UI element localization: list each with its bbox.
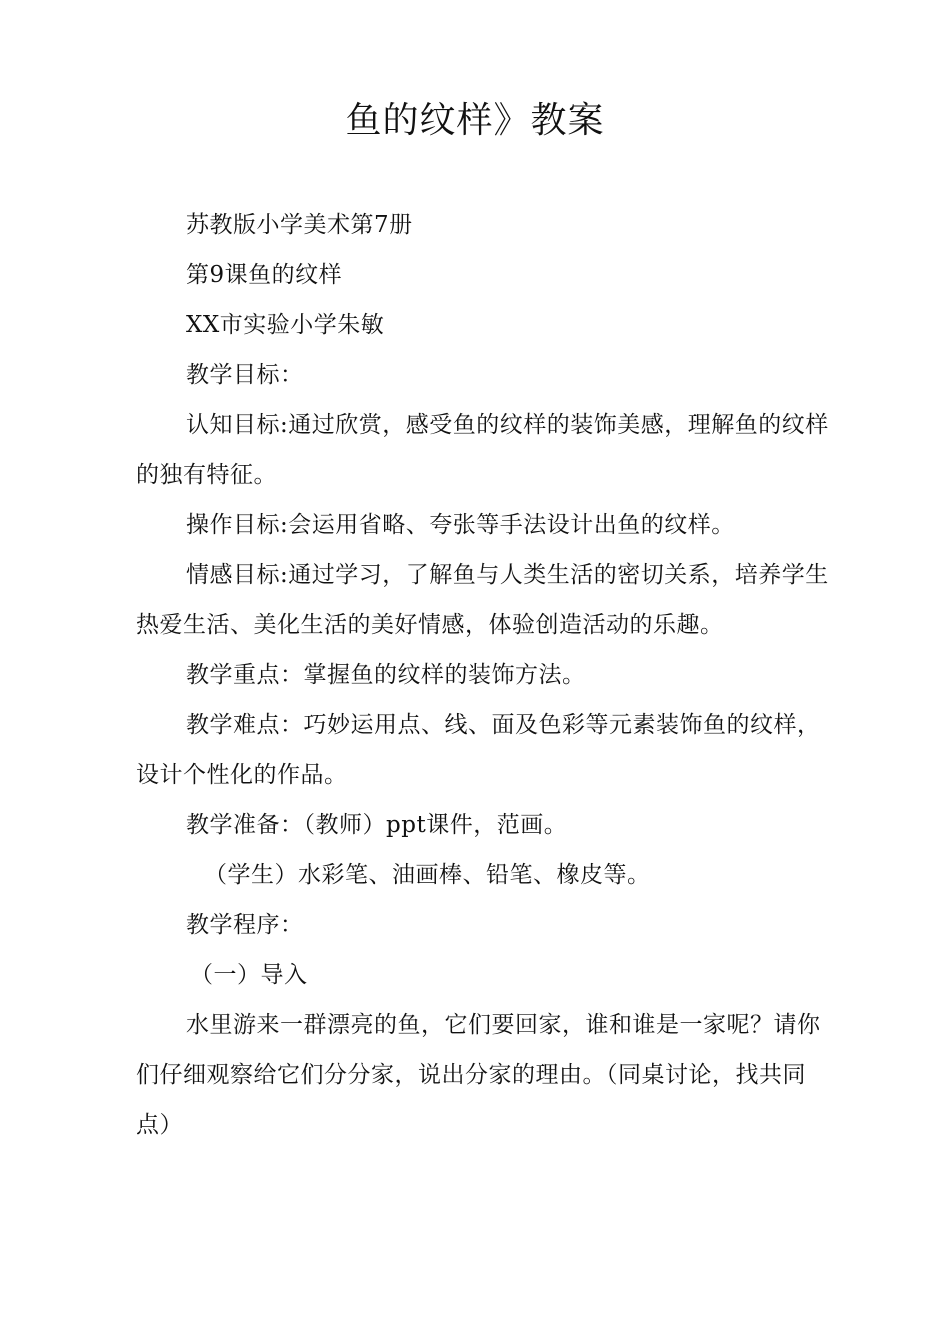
goal-operation: 操作目标:会运用省略、夸张等手法设计出鱼的纹样。	[186, 512, 735, 538]
prep-student: （学生）水彩笔、油画棒、铅笔、橡皮等。	[204, 862, 651, 888]
lesson-line: 第9课鱼的纹样	[186, 262, 343, 288]
edition-line: 苏教版小学美术第7册	[186, 212, 413, 238]
goal-emotion: 情感目标:通过学习，了解鱼与人类生活的密切关系，培养学生热爱生活、美化生活的美好情感，体验创造活动的乐趣。	[136, 562, 829, 638]
intro-text: 水里游来一群漂亮的鱼，它们要回家，谁和谁是一家呢？请你们仔细观察给它们分分家，说出分家的理由。（同桌讨论，找共同点）	[136, 1012, 821, 1138]
goals-heading: 教学目标：	[186, 362, 304, 388]
difficulty: 教学难点：巧妙运用点、线、面及色彩等元素装饰鱼的纹样，设计个性化的作品。	[136, 712, 821, 788]
procedure-heading: 教学程序：	[186, 912, 304, 938]
document-title: 鱼的纹样》教案	[345, 100, 605, 141]
section-intro: （一）导入	[190, 962, 308, 988]
goal-cognitive: 认知目标:通过欣赏，感受鱼的纹样的装饰美感，理解鱼的纹样的独有特征。	[136, 412, 829, 488]
author-line: XX市实验小学朱敏	[186, 312, 385, 338]
key-point: 教学重点：掌握鱼的纹样的装饰方法。	[186, 662, 586, 688]
prep-teacher: 教学准备：（教师）ppt课件，范画。	[186, 812, 568, 838]
